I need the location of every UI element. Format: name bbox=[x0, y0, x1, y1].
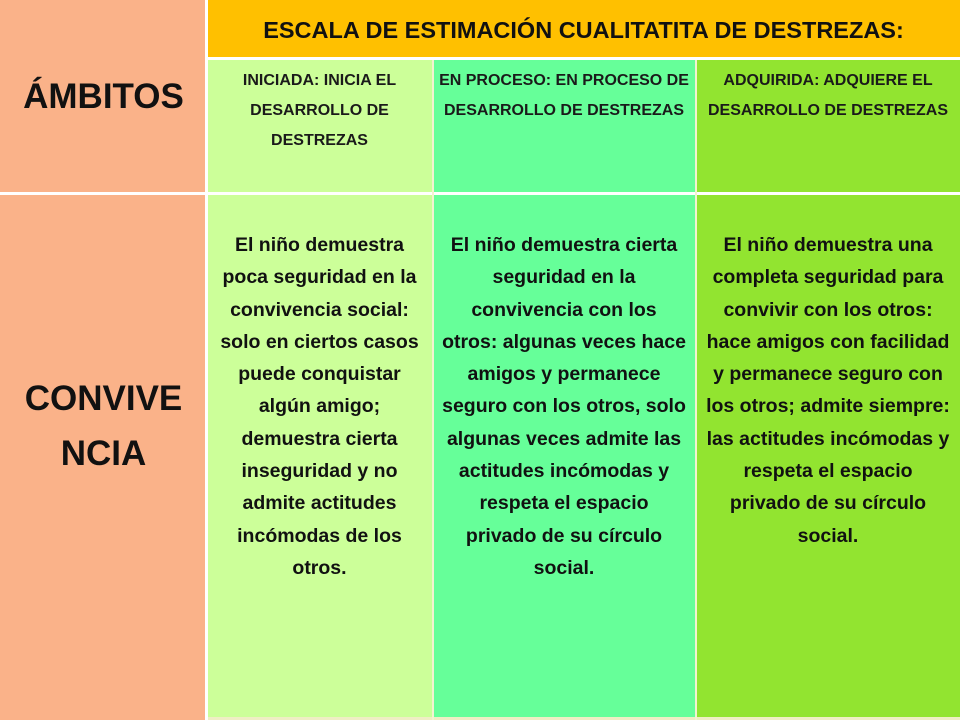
cell-text: El niño demuestra cierta seguridad en la convivencia con los otros: algunas veces hace amigos y permanece seguro con los otros, solo algunas veces admite las actitudes incómodas y respeta el espacio privado de su círculo social. bbox=[442, 234, 686, 579]
column-header-text: INICIADA: INICIA EL DESARROLLO DE DESTREZAS bbox=[242, 72, 397, 149]
table-cell-en-proceso bbox=[432, 193, 696, 717]
row-divider bbox=[0, 192, 960, 195]
table-title-cell bbox=[207, 0, 960, 57]
ambitos-header-text: ÁMBITOS bbox=[23, 76, 184, 116]
table-cell-adquirida bbox=[696, 193, 960, 717]
column-divider bbox=[432, 60, 434, 720]
column-divider bbox=[695, 60, 697, 720]
column-header-adquirida bbox=[696, 60, 960, 193]
column-divider bbox=[205, 0, 208, 720]
column-header-iniciada bbox=[207, 60, 432, 193]
column-header-text: ADQUIRIDA: ADQUIERE EL DESARROLLO DE DESTREZAS bbox=[707, 72, 948, 119]
row-divider bbox=[207, 57, 960, 60]
column-header-text: EN PROCESO: EN PROCESO DE DESARROLLO DE DESTREZAS bbox=[439, 72, 689, 119]
ambitos-header-cell bbox=[0, 0, 207, 193]
table-title-text: ESCALA DE ESTIMACIÓN CUALITATITA DE DESTREZAS: bbox=[263, 17, 904, 43]
row-header-convivencia bbox=[0, 193, 207, 720]
row-header-text: CONVIVENCIA bbox=[24, 378, 183, 473]
cell-text: El niño demuestra poca seguridad en la convivencia social: solo en ciertos casos puede conquistar algún amigo; demuestra cierta inseguridad y no admite actitudes incómodas de los otros. bbox=[220, 234, 419, 579]
cell-text: El niño demuestra una completa seguridad para convivir con los otros: hace amigos con facilidad y permanece seguro con los otros; admite siempre: las actitudes incómodas y respeta el espacio privado de su círculo social. bbox=[706, 234, 950, 547]
column-header-en-proceso bbox=[432, 60, 696, 193]
table-cell-iniciada bbox=[207, 193, 432, 717]
